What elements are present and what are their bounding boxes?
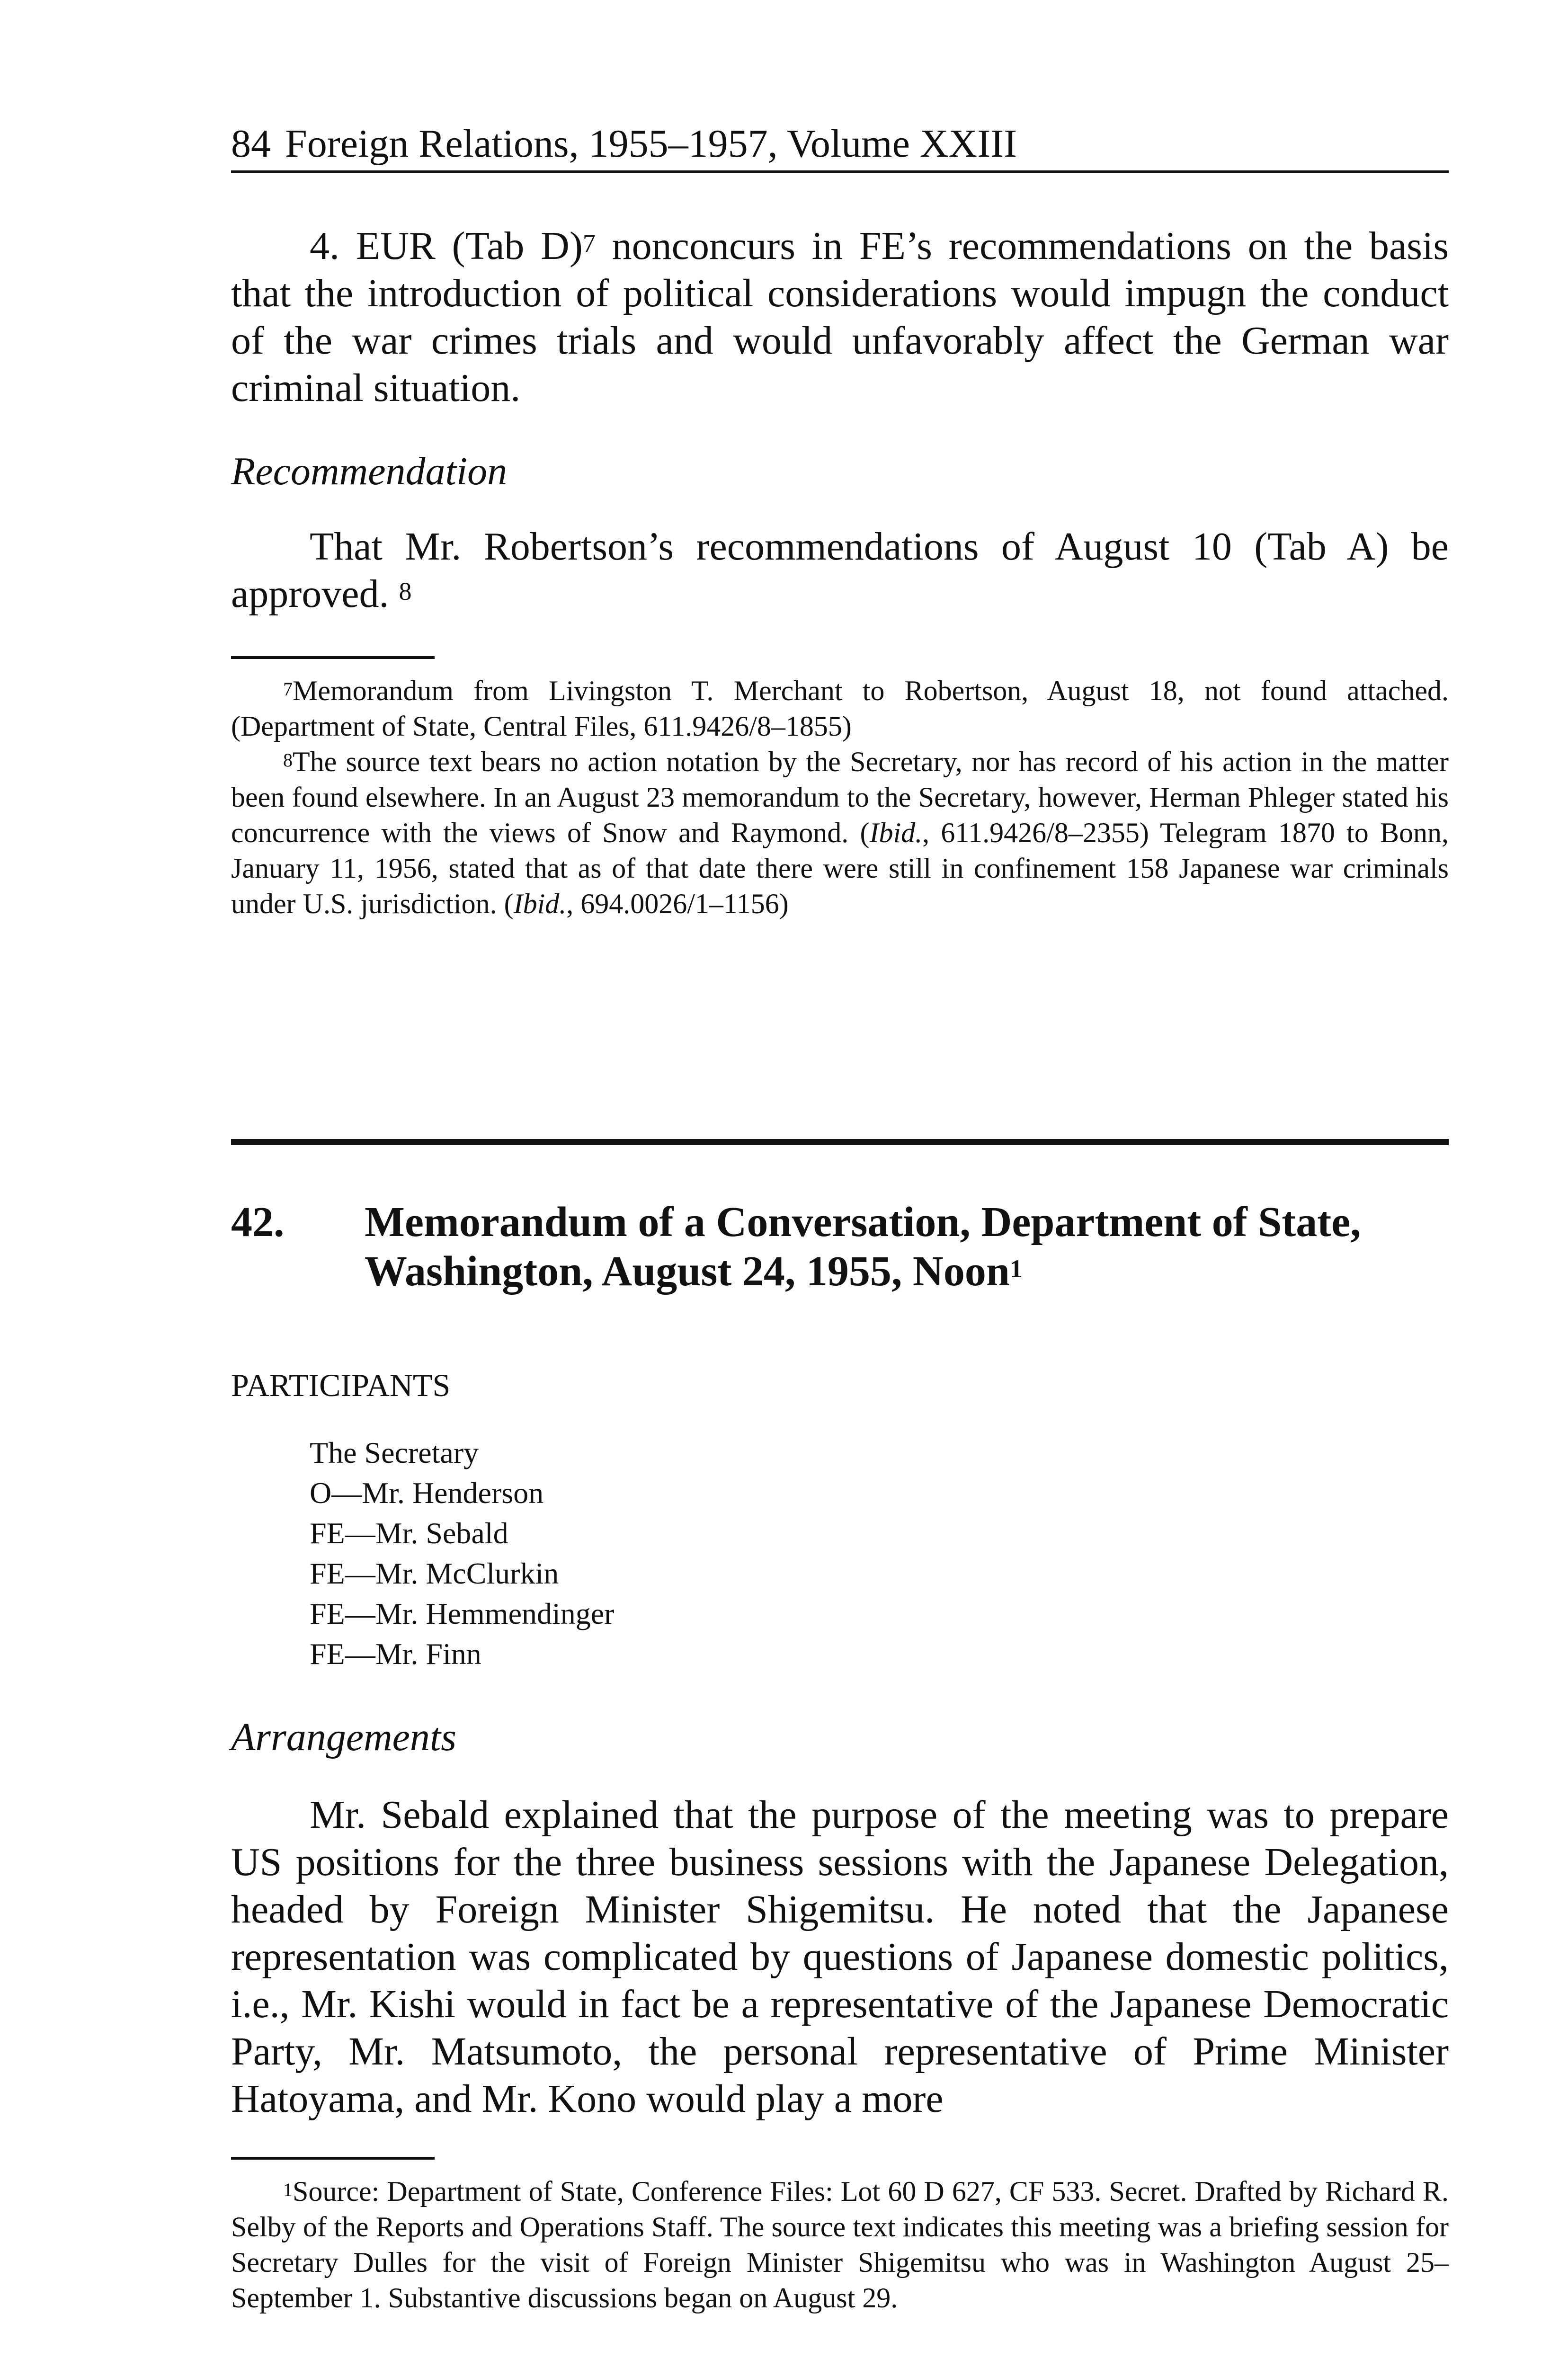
footnote-8-ibid-2: Ibid. [513, 888, 567, 919]
footnote-8 [231, 744, 1449, 922]
participant-item: FE—Mr. Finn [310, 1637, 481, 1671]
recommendation-heading: Recommendation [231, 449, 508, 493]
footnote-1-text: Source: Department of State, Conference Files: Lot 60 D 627, CF 533. Secret. Drafted by Richard R. Selby of the Reports and Operations Staff. The source text indicates this meeting was a briefing session for Secretary Dulles for the visit of Foreign Minister Shigemitsu who was in Washington August 25–September 1. Substantive discussions began on August 29. [231, 2176, 1449, 2314]
footnote-8-ibid-1: Ibid. [869, 817, 923, 848]
arrangements-heading: Arrangements [231, 1715, 456, 1759]
participant-item: O—Mr. Henderson [310, 1476, 544, 1510]
footnote-7-text: Memorandum from Livingston T. Merchant to Robertson, August 18, not found attached. (Department of State, Central Files, 611.9426/8–1855) [231, 675, 1449, 742]
recommendation-paragraph [231, 523, 1449, 618]
page-number: 84 [231, 122, 271, 166]
footnote-1-number: 1 [283, 2179, 293, 2200]
participants-label: PARTICIPANTS [231, 1367, 451, 1403]
footnote-7-number: 7 [283, 678, 293, 700]
document-number: 42. [231, 1199, 285, 1246]
participant-item: The Secretary [310, 1436, 479, 1469]
footnote-8-text-b: , 611.9426/8–2355) Telegram 1870 to Bonn, January 11, 1956, stated that as of that date there were still in confinement 158 Japanese war criminals under U.S. jurisdiction. ( [231, 817, 1449, 919]
participant-item: FE—Mr. Sebald [310, 1516, 508, 1550]
section-divider [231, 1139, 1449, 1145]
recommendation-text: That Mr. Robertson’s recommendations of August 10 (Tab A) be approved. [231, 525, 1449, 616]
footnote-8-text-a: The source text bears no action notation by the Secretary, nor has record of his action in the matter been found elsewhere. In an August 23 memorandum to the Secretary, however, Herman Phleger stated his concurrence with the views of Snow and Raymond. ( [231, 746, 1449, 848]
volume-title: Foreign Relations, 1955–1957, Volume XXIII [285, 122, 1017, 166]
footnote-ref-7: 7 [582, 229, 596, 258]
running-header [231, 121, 1449, 167]
footnotes-bottom [231, 2174, 1449, 2316]
document-title-text: Memorandum of a Conversation, Department of State, Washington, August 24, 1955, Noon [365, 1199, 1361, 1295]
participant-item: FE—Mr. McClurkin [310, 1557, 559, 1590]
footnotes-top [231, 673, 1449, 922]
paragraph-4-text-a: 4. EUR (Tab D) [310, 224, 583, 268]
footnote-8-text-c: , 694.0026/1–1156) [566, 888, 789, 919]
header-rule [231, 170, 1449, 173]
footnote-rule-bottom [231, 2157, 435, 2160]
footnote-ref-8: 8 [399, 577, 412, 605]
arrangements-paragraph [231, 1791, 1449, 2123]
paragraph-4-text-b: nonconcurs in FE’s recommendations on the basis that the introduction of political considerations would impugn the conduct of the war crimes trials and would unfavorably affect the German war criminal situation. [231, 224, 1449, 410]
participant-item: FE—Mr. Hemmendinger [310, 1597, 615, 1630]
footnote-rule-top [231, 656, 435, 659]
paragraph-4 [231, 222, 1449, 412]
document-title [365, 1198, 1449, 1296]
footnote-8-number: 8 [283, 749, 293, 771]
arrangements-text: Mr. Sebald explained that the purpose of the meeting was to prepare US positions for the three business sessions with the Japanese Delegation, headed by Foreign Minister Shigemitsu. He noted that the Japanese representation was complicated by questions of Japanese domestic politics, i.e., Mr. Kishi would in fact be a representative of the Japanese Democratic Party, Mr. Matsumoto, the personal representative of Prime Minister Hatoyama, and Mr. Kono would play a more [231, 1793, 1449, 2121]
footnote-7 [231, 673, 1449, 744]
footnote-1 [231, 2174, 1449, 2316]
participants-list [310, 1433, 614, 1674]
footnote-ref-1: 1 [1009, 1255, 1023, 1283]
